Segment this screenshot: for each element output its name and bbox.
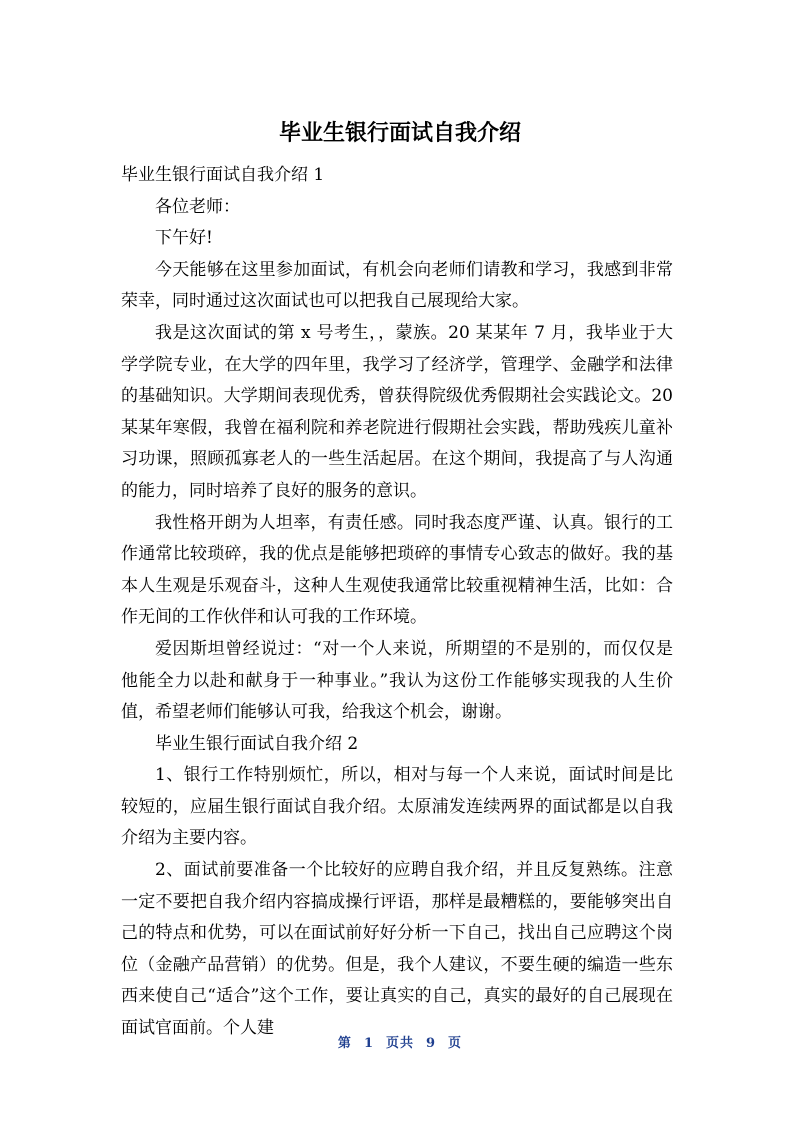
paragraph: 今天能够在这里参加面试，有机会向老师们请教和学习，我感到非常荣幸，同时通过这次面试也可以把我自己展现给大家。 <box>121 259 673 312</box>
paragraph: 我是这次面试的第 x 号考生，，蒙族。20 某某年 7 月，我毕业于大学学院专业，在大学的四年里，我学习了经济学，管理学、金融学和法律的基础知识。大学期间表现优秀，曾获得院级优秀假期社会实践论文。20 某某年寒假，我曾在福利院和养老院进行假期社会实践，帮助残疾儿童补习功课，照顾孤寡老人的一些生活起居。在这个期间，我提高了与人沟通的能力，同时培养了良好的服务的意识。 <box>121 322 673 501</box>
paragraph: 爱因斯坦曾经说过：“对一个人来说，所期望的不是别的，而仅仅是他能全力以赴和献身于一种事业。”我认为这份工作能够实现我的人生价值，希望老师们能够认可我，给我这个机会，谢谢。 <box>121 638 673 723</box>
paragraph: 下午好! <box>155 228 213 249</box>
paragraph: 我性格开朗为人坦率，有责任感。同时我态度严谨、认真。银行的工作通常比较琐碎，我的优点是能够把琐碎的事情专心致志的做好。我的基本人生观是乐观奋斗，这种人生观使我通常比较重视精神生活，比如：合作无间的工作伙伴和认可我的工作环境。 <box>121 512 673 628</box>
footer-suffix: 页 <box>448 1036 463 1051</box>
footer-prefix: 第 <box>337 1036 352 1051</box>
paragraph: 各位老师： <box>155 196 240 217</box>
paragraph: 1、银行工作特别烦忙，所以，相对与每一个人来说，面试时间是比较短的，应届生银行面试自我介绍。太原浦发连续两界的面试都是以自我介绍为主要内容。 <box>121 765 673 849</box>
footer-current-page: 1 <box>363 1036 374 1051</box>
footer-middle: 页共 <box>385 1036 414 1051</box>
paragraph: 毕业生银行面试自我介绍 2 <box>155 733 359 754</box>
footer-total-pages: 9 <box>426 1036 437 1051</box>
document-title: 毕业生银行面试自我介绍 <box>278 121 521 146</box>
document-body <box>121 160 673 1045</box>
paragraph: 2、面试前要准备一个比较好的应聘自我介绍，并且反复熟练。注意一定不要把自我介绍内容搞成操行评语，那样是最糟糕的，要能够突出自己的特点和优势，可以在面试前好好分析一下自己，找出自己应聘这个岗位（金融产品营销）的优势。但是，我个人建议，不要生硬的编造一些东西来使自己“适合”这个工作，要让真实的自己，真实的最好的自己展现在面试官面前。个人建 <box>121 860 673 1039</box>
paragraph: 毕业生银行面试自我介绍 1 <box>121 165 325 185</box>
page-footer <box>0 1032 800 1051</box>
